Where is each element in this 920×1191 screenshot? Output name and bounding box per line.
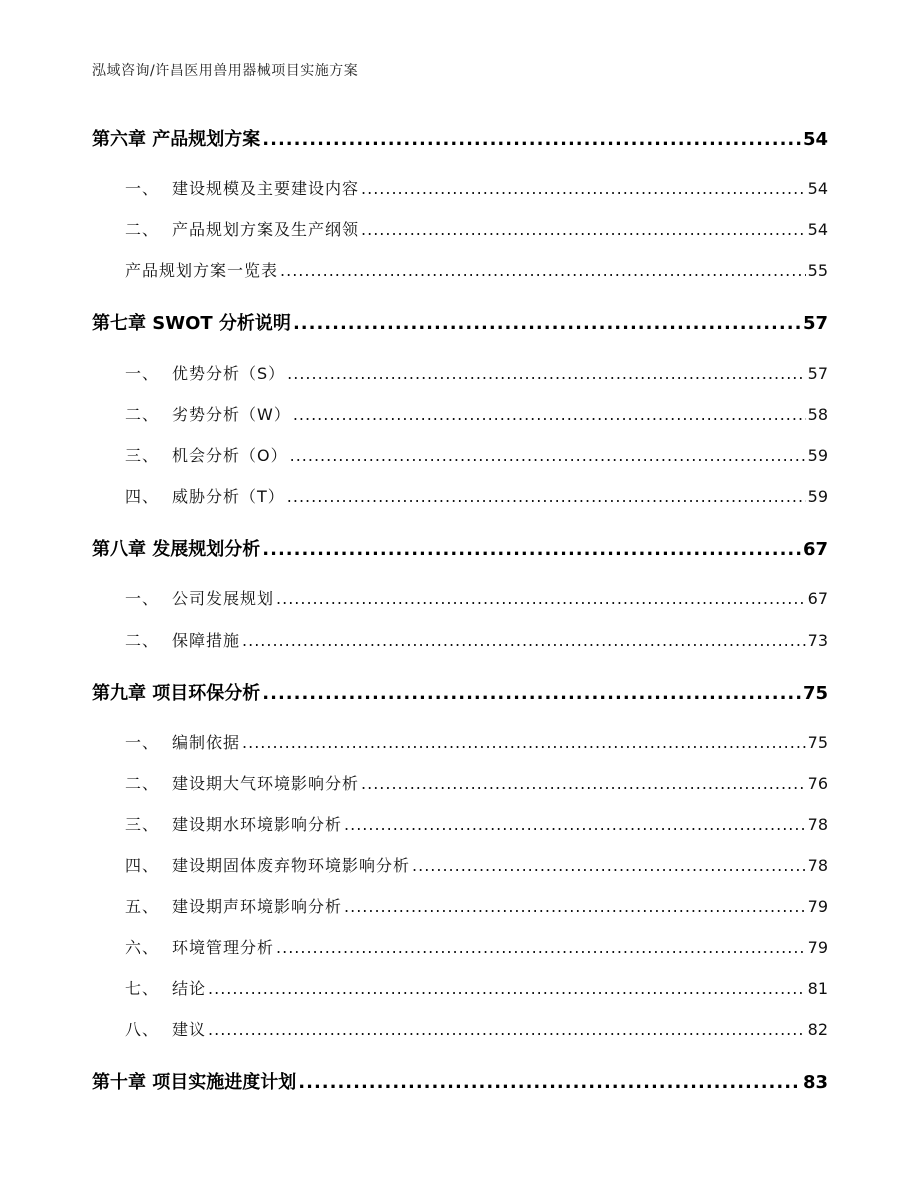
toc-chapter-entry[interactable] (92, 1068, 828, 1094)
toc-entry-label (125, 586, 274, 609)
toc-entry-number: 三、 (125, 446, 160, 465)
toc-entry-title: 机会分析（O） (172, 446, 288, 465)
toc-entry-label (125, 217, 359, 240)
toc-page-number: 75 (807, 733, 828, 752)
toc-entry-title: 第十章 项目实施进度计划 (92, 1072, 297, 1093)
dot-leader (361, 179, 806, 198)
toc-page-number: 73 (807, 631, 828, 650)
toc-entry-title: 保障措施 (172, 631, 241, 650)
toc-page-number: 82 (807, 1020, 828, 1039)
toc-section-entry[interactable] (125, 217, 828, 240)
toc-page-number: 59 (807, 446, 828, 465)
toc-page-number: 58 (807, 405, 828, 424)
toc-entry-label (125, 894, 342, 917)
toc-entry-title: 建设期声环境影响分析 (172, 897, 343, 916)
toc-entry-number: 五、 (125, 897, 160, 916)
toc-entry-number: 一、 (125, 733, 160, 752)
toc-page-number: 59 (807, 487, 828, 506)
toc-entry-number: 六、 (125, 938, 160, 957)
toc-section-entry[interactable] (125, 935, 828, 958)
dot-leader (262, 683, 801, 704)
toc-entry-label (125, 853, 410, 876)
running-header: 泓域咨询/许昌医用兽用器械项目实施方案 (92, 63, 359, 79)
toc-entry-number: 一、 (125, 179, 160, 198)
toc-page-number: 57 (807, 364, 828, 383)
dot-leader (242, 631, 806, 650)
toc-entry-label (92, 309, 291, 335)
toc-entry-title: 第九章 项目环保分析 (92, 683, 261, 704)
toc-entry-title: 第六章 产品规划方案 (92, 129, 261, 150)
toc-page-number: 81 (807, 979, 828, 998)
toc-section-entry[interactable] (125, 812, 828, 835)
toc-entry-label (125, 628, 240, 651)
toc-page-number: 54 (807, 179, 828, 198)
dot-leader (412, 856, 806, 875)
toc-chapter-entry[interactable] (92, 125, 828, 151)
toc-entry-title: 编制依据 (172, 733, 241, 752)
dot-leader (344, 815, 806, 834)
toc-entry-label (125, 361, 285, 384)
toc-entry-title: 建设期水环境影响分析 (172, 815, 343, 834)
dot-leader (344, 897, 806, 916)
toc-entry-title: 产品规划方案一览表 (125, 261, 279, 280)
toc-entry-title: 建议 (172, 1020, 207, 1039)
toc-entry-title: 威胁分析（T） (172, 487, 285, 506)
toc-entry-label (125, 730, 240, 753)
toc-chapter-entry[interactable] (92, 535, 828, 561)
toc-section-entry[interactable] (125, 771, 828, 794)
toc-entry-label (125, 176, 359, 199)
toc-entry-number: 三、 (125, 815, 160, 834)
toc-page-number: 57 (802, 313, 828, 334)
toc-entry-number: 二、 (125, 774, 160, 793)
dot-leader (298, 1072, 801, 1093)
toc-chapter-entry[interactable] (92, 309, 828, 335)
toc-entry-label (125, 258, 278, 281)
toc-section-entry[interactable] (125, 586, 828, 609)
toc-entry-number: 二、 (125, 631, 160, 650)
toc-entry-number: 四、 (125, 487, 160, 506)
toc-entry-label (125, 484, 285, 507)
dot-leader (293, 405, 806, 424)
dot-leader (276, 589, 806, 608)
dot-leader (287, 364, 805, 383)
toc-section-entry[interactable] (125, 853, 828, 876)
toc-page-number: 54 (802, 129, 828, 150)
toc-page-number: 78 (807, 856, 828, 875)
toc-section-entry[interactable] (125, 443, 828, 466)
toc-page-number: 67 (802, 539, 828, 560)
toc-entry-label (92, 1068, 296, 1094)
toc-entry-label (125, 935, 274, 958)
toc-entry-label (92, 535, 260, 561)
toc-entry-number: 八、 (125, 1020, 160, 1039)
toc-entry-number: 四、 (125, 856, 160, 875)
dot-leader (290, 446, 806, 465)
toc-entry-title: 建设期固体废弃物环境影响分析 (172, 856, 411, 875)
toc-entry-label (125, 443, 288, 466)
toc-section-entry[interactable] (125, 1017, 828, 1040)
toc-entry-title: 第八章 发展规划分析 (92, 539, 261, 560)
toc-section-entry[interactable] (125, 894, 828, 917)
toc-page-number: 55 (807, 261, 828, 280)
toc-entry-label (125, 976, 206, 999)
dot-leader (287, 487, 806, 506)
toc-entry-label (125, 1017, 206, 1040)
toc-page-number: 67 (807, 589, 828, 608)
toc-page-number: 83 (802, 1072, 828, 1093)
toc-entry-number: 七、 (125, 979, 160, 998)
dot-leader (280, 261, 806, 280)
toc-section-entry[interactable] (125, 976, 828, 999)
toc-entry-label (92, 679, 260, 705)
dot-leader (262, 539, 801, 560)
toc-entry-label (92, 125, 260, 151)
toc-entry-number: 二、 (125, 220, 160, 239)
toc-page-number: 79 (807, 897, 828, 916)
dot-leader (208, 979, 806, 998)
toc-entry-title: 优势分析（S） (172, 364, 286, 383)
toc-entry-number: 一、 (125, 589, 160, 608)
toc-section-entry[interactable] (125, 484, 828, 507)
dot-leader (276, 938, 806, 957)
toc-entry-title: 第七章 SWOT 分析说明 (92, 313, 291, 334)
dot-leader (361, 774, 806, 793)
toc-chapter-entry[interactable] (92, 679, 828, 705)
toc-section-entry[interactable] (125, 402, 828, 425)
dot-leader (293, 313, 801, 334)
toc-page-number: 54 (807, 220, 828, 239)
toc-entry-title: 劣势分析（W） (172, 405, 291, 424)
dot-leader (242, 733, 806, 752)
toc-entry-title: 建设规模及主要建设内容 (172, 179, 360, 198)
toc-entry-number: 二、 (125, 405, 160, 424)
dot-leader (361, 220, 806, 239)
toc-entry-title: 结论 (172, 979, 207, 998)
toc-entry-title: 产品规划方案及生产纲领 (172, 220, 360, 239)
toc-section-entry[interactable] (125, 361, 828, 384)
toc-entry-title: 公司发展规划 (172, 589, 275, 608)
toc-entry-title: 建设期大气环境影响分析 (172, 774, 360, 793)
toc-entry-label (125, 771, 359, 794)
toc-entry-label (125, 812, 342, 835)
toc-section-entry[interactable] (125, 258, 828, 281)
toc-page-number: 76 (807, 774, 828, 793)
toc-entry-number: 一、 (125, 364, 160, 383)
dot-leader (262, 129, 801, 150)
toc-page-number: 78 (807, 815, 828, 834)
toc-page-number: 75 (802, 683, 828, 704)
toc-page-number: 79 (807, 938, 828, 957)
dot-leader (208, 1020, 806, 1039)
toc-entry-title: 环境管理分析 (172, 938, 275, 957)
toc-section-entry[interactable] (125, 730, 828, 753)
toc-entry-label (125, 402, 291, 425)
toc-section-entry[interactable] (125, 628, 828, 651)
toc-section-entry[interactable] (125, 176, 828, 199)
